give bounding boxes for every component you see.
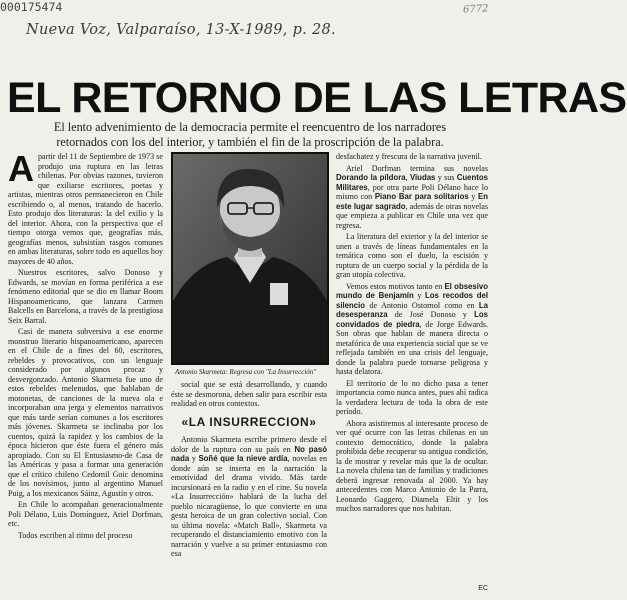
text-run: y bbox=[413, 291, 425, 300]
book-title: Dorando la píldora bbox=[336, 173, 406, 182]
paragraph: La literatura del exterior y la del interior se unen a través de líneas fundamentales en la temática como son el duelo, la escisión y ruptura de un cuerpo social y la pérdida de la gran utopía colectiva. bbox=[336, 232, 488, 279]
book-title: El obsesivo mundo de Benjamín bbox=[336, 281, 488, 300]
article-lede: El lento advenimiento de la democracia permite el reencuentro de los narradores retornados con los del interior, y también el fin de la proscripción de la palabra. bbox=[53, 120, 447, 149]
text-run: , además de otras novelas que empieza a publicar en Chile una vez que regresa. bbox=[336, 201, 488, 230]
author-initials: EC bbox=[478, 585, 488, 592]
book-title: En este lugar sagrado bbox=[336, 192, 488, 211]
text-run: Vemos estos motivos tanto en bbox=[346, 281, 445, 291]
book-title: Viudas bbox=[409, 173, 436, 182]
book-title: No pasó nada bbox=[171, 444, 327, 463]
handwritten-source-note: Nueva Voz, Valparaíso, 13-X-1989, p. 28. bbox=[26, 22, 336, 38]
paragraph: En Chile lo acompañan generacionalmente Poli Délano, Luis Domínguez, Ariel Dorfman, etc. bbox=[8, 500, 163, 528]
archive-stamp-number: 000175474 bbox=[0, 0, 63, 14]
paragraph bbox=[171, 435, 327, 559]
photo-caption: Antonio Skarmeta: Regresa con "La Insurrección" bbox=[175, 368, 317, 376]
text-run: Ariel Dorfman termina sus novelas bbox=[346, 163, 488, 173]
book-title: Cuentos Militares bbox=[336, 173, 488, 192]
portrait-image bbox=[172, 153, 328, 364]
text-run: , de Jorge Edwards. Son obras que hablan de manera directa o metafórica de una experiencia social que se ve reflejada también en una crisis del lenguaje, donde la palabra puede tornarse peligrosa y hasta delatora. bbox=[336, 319, 488, 376]
paragraph: Nuestros escritores, salvo Donoso y Edwards, se movían en forma periférica a ese fenómeno editorial que se dio en llamar Boom Hispanoamericano, que lanzara Carmen Balcells en Barcelona, a través de la prestigiosa Seix Barral. bbox=[8, 268, 163, 325]
paragraph-text: partir del 11 de Septiembre de 1973 se produjo una ruptura en las letras chilenas. Por obvias razones, tuvieron que exiliarse escritores, poetas y artistas, mientras otros permanecieron en Chile escribiendo o, al menos, tratando de hacerlo. Esto produjo dos literaturas: la del exilio y la del interior. Ahora, con la perspectiva que el tiempo otorga vemos que, geografías más, geografías menos, subsistían rasgos comunes en ambas literaturas, sobre todo en aquellos hoy mayores de 40 años. bbox=[8, 152, 163, 266]
column-right bbox=[336, 152, 488, 516]
paragraph: Todos escriben al ritmo del proceso bbox=[18, 530, 133, 540]
handwritten-archive-code: 6772 bbox=[462, 3, 489, 16]
text-run: , bbox=[405, 173, 410, 182]
paragraph bbox=[336, 282, 488, 377]
book-title: Los convidados de piedra bbox=[336, 310, 488, 329]
text-run: de José Donoso y bbox=[387, 310, 475, 319]
book-title: La desesperanza bbox=[336, 300, 488, 319]
paragraph: Casi de manera subversiva a ese enorme monstruo literario hispanoamericano, aparecen en el Chile de a fines del 60, escritores, rebeldes y provocativos, con un lenguaje considerado por algunos procaz y desvergonzado. Antonio Skarmeta fue uno de estos rebeldes melenudos, que hablaban de motonetas, de canciones de la nueva ola e incorporaban una jerga y elementos narrativos que más tarde serían comunes a los escritores más jóvenes. Skarmeta se inclinaba por los cuentos, quizá la rapidez y los cambios de la época hicieron que éste fuera el género más apropiado. Con su El Entusiasmo-de Casa de las Américas y pasa a formar una generación que el crítico chileno Cedomil Goic denomina de los novísimos, junto al argentino Manuel Puig, a los mexicanos Sáinz, Agustín y otros. bbox=[8, 327, 163, 498]
paragraph bbox=[336, 164, 488, 231]
book-title: Piano Bar para solitarios bbox=[374, 192, 469, 201]
paragraph: social que se está desarrollando, y cuando éste se desmorona, deben salir para escribir esta realidad en otros contextos. bbox=[171, 380, 327, 408]
book-title: Los recodos del silencio bbox=[336, 291, 489, 310]
section-subhead: «LA INSURRECCION» bbox=[181, 414, 317, 429]
column-left bbox=[8, 148, 163, 542]
paragraph: desfachatez y frescura de la narrativa juvenil. bbox=[336, 152, 482, 161]
column-middle bbox=[171, 152, 327, 561]
article-headline: EL RETORNO DE LAS LETRAS bbox=[7, 74, 627, 122]
text-run: , novelas en donde aún se inserta en la narración la emotividad del drama vivido. Más tarde incursionará en la radio y en el cine. Su novela «La Insurrección» hablará de la lucha del pueblo nicaragüense, lo que convierte en una gesta heroica de un gran colectivo social. Con su última novela: «Match Ball», Skarmeta va recuperando el distanciamiento emotivo con la narración y vuelve a su primer entusiasmo con esa bbox=[171, 454, 328, 558]
text-run: y bbox=[189, 454, 199, 463]
text-run: Antonio Skarmeta escribe primero desde el dolor de la ruptura con su país en bbox=[171, 435, 327, 454]
text-run: , por otra parte Poli Délano hace lo mismo con bbox=[336, 182, 488, 201]
paragraph bbox=[8, 148, 163, 266]
paragraph: Ahora asistiremos al interesante proceso de ver qué ocurre con las letras chilenas en un contexto democrático, donde la palabra prohibida debe recuperar su antigua condición, la de mostrar y revelar más que la de ocultar. La novela chilena tan de familias y tradiciones deberá ingresar renovada al 2000. Ya hay antecedentes con Marco Antonio de la Parra, Leonardo Gaggero, Diamela Eltit y los muchos narradores que nos habitan. bbox=[336, 418, 488, 513]
drop-cap: A bbox=[8, 148, 34, 189]
text-run: y bbox=[468, 192, 479, 201]
author-photo bbox=[171, 152, 329, 365]
text-run: y sus bbox=[435, 173, 457, 182]
text-run: de Antonio Ostornol como en bbox=[365, 300, 479, 310]
book-title: Soñé que la nieve ardía bbox=[198, 454, 288, 463]
paragraph: El territorio de lo no dicho pasa a tener importancia como nunca antes, pues ahí radica la verdadera lectura de toda la obra de este período. bbox=[336, 378, 488, 416]
